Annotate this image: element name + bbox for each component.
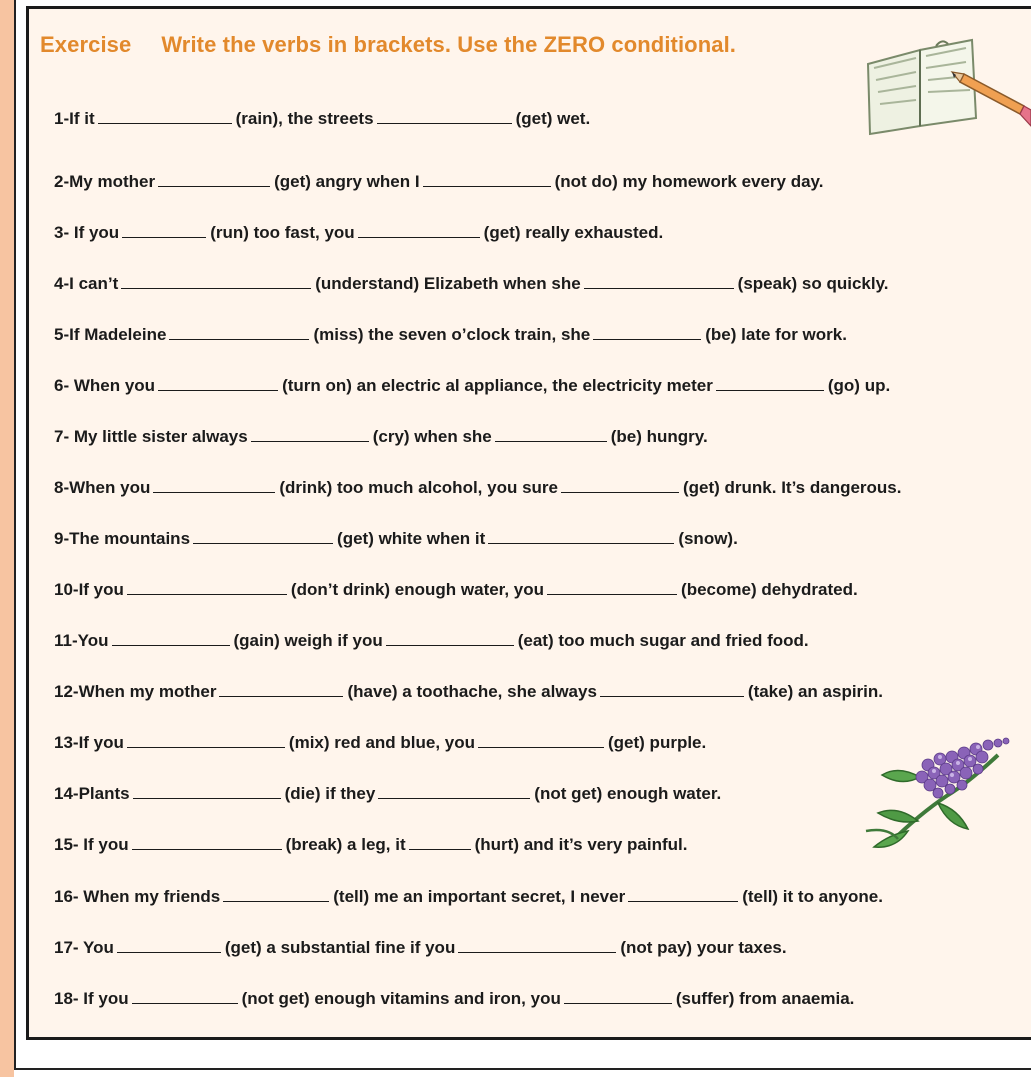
exercise-item-10 — [54, 579, 858, 601]
left-decorative-strip — [0, 0, 14, 1077]
item-number: 12- — [54, 682, 79, 701]
sentence-text: (get) a substantial fine if you — [224, 938, 456, 957]
exercise-header — [40, 32, 736, 58]
exercise-title: Exercise — [40, 32, 132, 57]
sentence-text: I can’t — [69, 274, 119, 293]
answer-blank[interactable] — [409, 835, 471, 850]
exercise-item-3 — [54, 222, 663, 244]
answer-blank[interactable] — [251, 427, 369, 442]
answer-blank[interactable] — [223, 887, 329, 902]
sentence-text: (run) too fast, you — [210, 223, 355, 242]
sentence-text: You — [83, 938, 114, 957]
answer-blank[interactable] — [122, 223, 206, 238]
answer-blank[interactable] — [488, 529, 674, 544]
answer-blank[interactable] — [564, 989, 672, 1004]
item-number: 8- — [54, 478, 70, 497]
exercise-item-8 — [54, 477, 901, 499]
sentence-text: (turn on) an electric al appliance, the electricity meter — [282, 376, 713, 395]
item-number: 6- — [54, 376, 74, 395]
exercise-item-14 — [54, 783, 721, 805]
sentence-text: (suffer) from anaemia. — [675, 989, 855, 1008]
sentence-text: Plants — [78, 784, 130, 803]
book-with-pencil-icon — [860, 34, 1031, 138]
sentence-text: When my mother — [78, 682, 217, 701]
sentence-text: (be) hungry. — [610, 427, 708, 446]
item-number: 2- — [54, 172, 70, 191]
sentence-text: (get) purple. — [608, 733, 707, 752]
answer-blank[interactable] — [423, 172, 551, 187]
item-number: 3- — [54, 223, 74, 242]
sentence-text: (break) a leg, it — [285, 835, 406, 854]
sentence-text: When you — [69, 478, 151, 497]
sentence-text: (die) if they — [284, 784, 376, 803]
answer-blank[interactable] — [600, 682, 744, 697]
answer-blank[interactable] — [378, 784, 530, 799]
answer-blank[interactable] — [219, 682, 343, 697]
answer-blank[interactable] — [132, 835, 282, 850]
sentence-text: (become) dehydrated. — [681, 580, 858, 599]
sentence-text: (not pay) your taxes. — [620, 938, 787, 957]
answer-blank[interactable] — [495, 427, 607, 442]
answer-blank[interactable] — [153, 478, 275, 493]
item-number: 4- — [54, 274, 70, 293]
sentence-text: If Madeleine — [69, 325, 167, 344]
exercise-item-15 — [54, 834, 687, 856]
exercise-item-13 — [54, 732, 706, 754]
sentence-text: (rain), the streets — [235, 109, 374, 128]
item-number: 13- — [54, 733, 79, 752]
sentence-text: (not get) enough vitamins and iron, you — [241, 989, 561, 1008]
answer-blank[interactable] — [117, 938, 221, 953]
answer-blank[interactable] — [169, 325, 309, 340]
item-number: 15- — [54, 835, 84, 854]
sentence-text: (cry) when she — [372, 427, 492, 446]
sentence-text: (gain) weigh if you — [233, 631, 383, 650]
sentence-text: (hurt) and it’s very painful. — [474, 835, 688, 854]
sentence-text: If you — [73, 223, 120, 242]
item-number: 10- — [54, 580, 79, 599]
sentence-text: (tell) me an important secret, I never — [333, 887, 626, 906]
exercise-item-6 — [54, 375, 890, 397]
answer-blank[interactable] — [193, 529, 333, 544]
exercise-item-12 — [54, 681, 883, 703]
item-number: 1- — [54, 109, 70, 128]
item-number: 11- — [54, 631, 78, 650]
sentence-text: You — [77, 631, 109, 650]
sentence-text: If you — [78, 580, 124, 599]
sentence-text: (snow). — [678, 529, 738, 548]
exercise-item-16 — [54, 886, 883, 908]
answer-blank[interactable] — [358, 223, 480, 238]
exercise-instruction: Write the verbs in brackets. Use the ZERO conditional. — [161, 32, 737, 57]
sentence-text: When my friends — [83, 887, 221, 906]
sentence-text: (get) really exhausted. — [483, 223, 664, 242]
sentence-text: When you — [73, 376, 156, 395]
answer-blank[interactable] — [98, 109, 232, 124]
exercise-item-17 — [54, 937, 787, 959]
exercise-item-7 — [54, 426, 708, 448]
answer-blank[interactable] — [716, 376, 824, 391]
exercise-item-9 — [54, 528, 738, 550]
sentence-text: (get) white when it — [337, 529, 486, 548]
sentence-text: My little sister always — [73, 427, 248, 446]
sentence-text: If you — [78, 733, 124, 752]
item-number: 5- — [54, 325, 70, 344]
answer-blank[interactable] — [112, 631, 230, 646]
sentence-text: (eat) too much sugar and fried food. — [517, 631, 809, 650]
sentence-text: (understand) Elizabeth when she — [315, 274, 581, 293]
answer-blank[interactable] — [377, 109, 512, 124]
answer-blank[interactable] — [133, 784, 281, 799]
sentence-text: My mother — [69, 172, 156, 191]
sentence-text: (miss) the seven o’clock train, she — [313, 325, 591, 344]
answer-blank[interactable] — [593, 325, 701, 340]
sentence-text: (speak) so quickly. — [737, 274, 889, 293]
answer-blank[interactable] — [158, 376, 278, 391]
answer-blank[interactable] — [458, 938, 616, 953]
sentence-text: (go) up. — [827, 376, 891, 395]
sentence-text: The mountains — [69, 529, 191, 548]
answer-blank[interactable] — [561, 478, 679, 493]
sentence-text: (have) a toothache, she always — [347, 682, 597, 701]
item-number: 18- — [54, 989, 84, 1008]
sentence-text: (get) drunk. It’s dangerous. — [682, 478, 902, 497]
sentence-text: (don’t drink) enough water, you — [290, 580, 545, 599]
item-number: 16- — [54, 887, 84, 906]
answer-blank[interactable] — [127, 580, 287, 595]
lilac-flower-icon — [858, 735, 1018, 857]
item-number: 17- — [54, 938, 83, 957]
worksheet — [26, 6, 1031, 1040]
sentence-text: (not do) my homework every day. — [554, 172, 824, 191]
sentence-text: (tell) it to anyone. — [742, 887, 883, 906]
answer-blank[interactable] — [158, 172, 270, 187]
answer-blank[interactable] — [628, 887, 738, 902]
exercise-item-2 — [54, 171, 823, 193]
sentence-text: If you — [83, 989, 129, 1008]
exercise-item-11 — [54, 630, 809, 652]
exercise-item-4 — [54, 273, 889, 295]
exercise-item-1 — [54, 108, 590, 130]
sentence-text: If you — [83, 835, 129, 854]
item-number: 9- — [54, 529, 70, 548]
answer-blank[interactable] — [547, 580, 677, 595]
item-number: 14- — [54, 784, 79, 803]
exercise-item-18 — [54, 988, 854, 1010]
exercise-item-5 — [54, 324, 847, 346]
sentence-text: (be) late for work. — [705, 325, 847, 344]
answer-blank[interactable] — [132, 989, 238, 1004]
sentence-text: (take) an aspirin. — [747, 682, 884, 701]
sentence-text: (get) wet. — [515, 109, 591, 128]
answer-blank[interactable] — [478, 733, 604, 748]
answer-blank[interactable] — [121, 274, 311, 289]
answer-blank[interactable] — [386, 631, 514, 646]
answer-blank[interactable] — [584, 274, 734, 289]
sentence-text: (get) angry when I — [274, 172, 420, 191]
sentence-text: (drink) too much alcohol, you sure — [279, 478, 558, 497]
sentence-text: (mix) red and blue, you — [288, 733, 476, 752]
item-number: 7- — [54, 427, 74, 446]
answer-blank[interactable] — [127, 733, 285, 748]
sentence-text: (not get) enough water. — [534, 784, 722, 803]
sentence-text: If it — [69, 109, 95, 128]
